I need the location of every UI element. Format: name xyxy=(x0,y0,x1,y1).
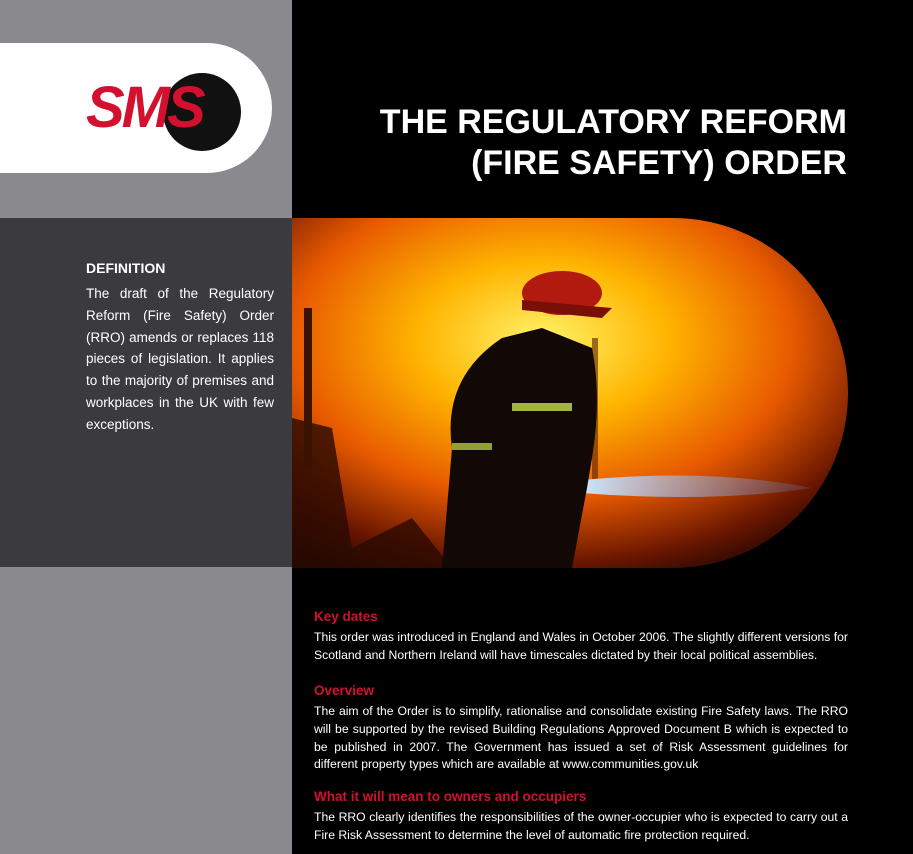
firefighter-photo xyxy=(292,218,848,568)
owners-text: The RRO clearly identifies the responsibilities of the owner-occupier who is expected to carry out a Fire Risk Assessment to determine the level of automatic fire protection required. xyxy=(314,810,848,842)
title-line-2: (FIRE SAFETY) ORDER xyxy=(471,144,847,182)
overview-text: The aim of the Order is to simplify, rationalise and consolidate existing Fire Safety laws. The RRO will be supported by the revised Building Regulations Approved Document B which is expected to be published in 2007. The Government has issued a set of Risk Assessment guidelines for different property types which are available at www.communities.gov.uk xyxy=(314,704,848,772)
sms-logo: SMS xyxy=(86,75,203,140)
definition-text: The draft of the Regulatory Reform (Fire Safety) Order (RRO) amends or replaces 118 pieces of legislation. It applies to the majority of premises and workplaces in the UK with few exceptions. xyxy=(86,286,274,432)
overview-heading: Overview xyxy=(314,683,375,698)
key-dates-heading: Key dates xyxy=(314,609,378,624)
owners-heading: What it will mean to owners and occupiers xyxy=(314,789,587,804)
key-dates-text: This order was introduced in England and Wales in October 2006. The slightly different versions for Scotland and Northern Ireland will have timescales dictated by their local political assemblies. xyxy=(314,630,848,662)
title-line-1: THE REGULATORY REFORM xyxy=(379,103,847,141)
definition-title: DEFINITION xyxy=(86,260,166,276)
page-title xyxy=(330,102,847,184)
